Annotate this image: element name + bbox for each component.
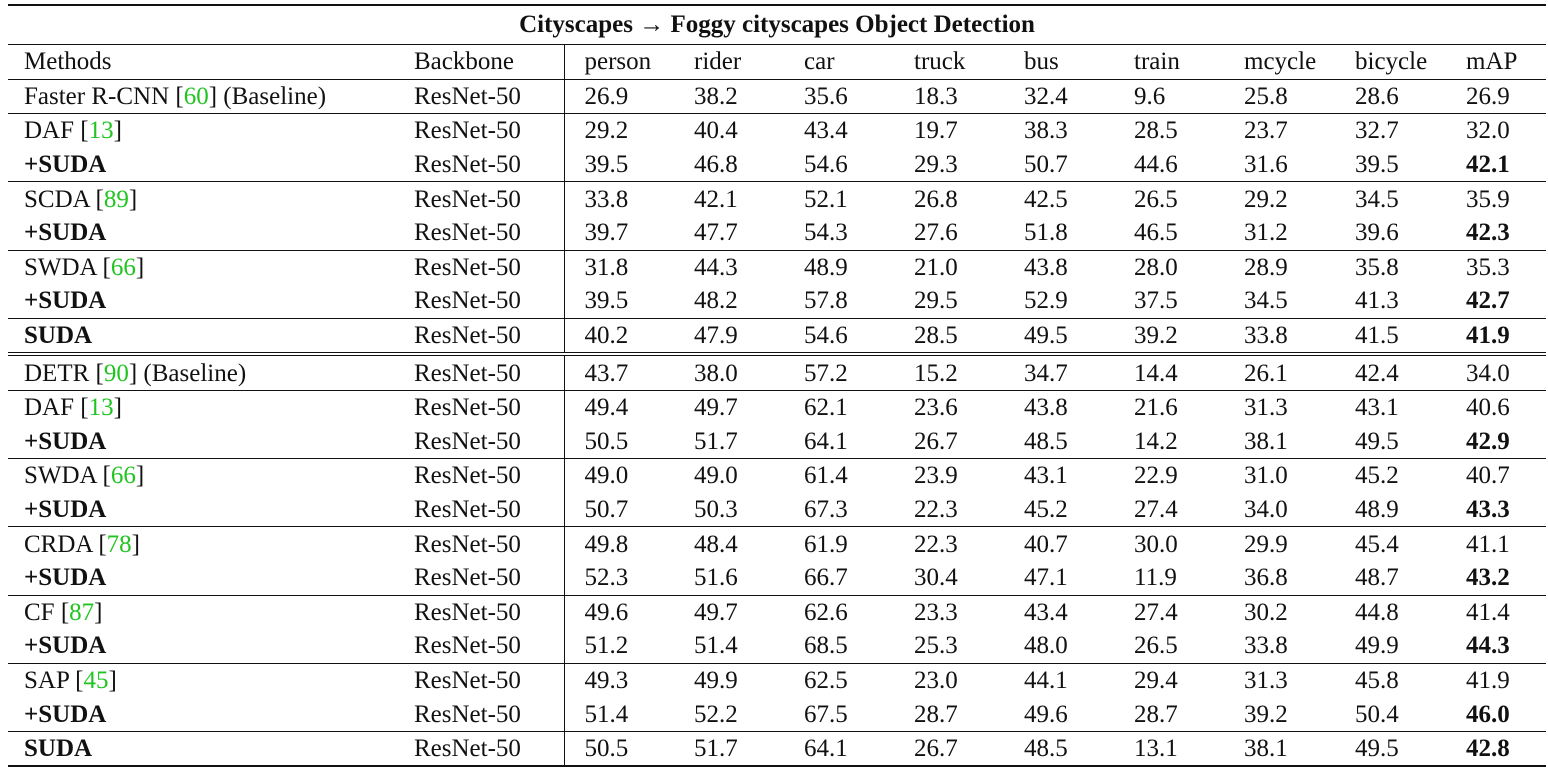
car-value: 62.1: [784, 390, 894, 424]
bus-value: 43.8: [1004, 250, 1114, 284]
map-value: 46.0: [1466, 700, 1510, 728]
header-truck: truck: [894, 45, 1004, 80]
backbone-cell: ResNet-50: [396, 354, 564, 390]
person-value: 49.4: [564, 390, 674, 424]
person-value: 49.0: [564, 459, 674, 493]
car-value: 64.1: [784, 731, 894, 766]
method-name: SWDA [: [24, 462, 111, 490]
mcycle-value: 34.5: [1244, 287, 1288, 315]
map-value: 42.8: [1446, 731, 1546, 766]
person-value: 39.7: [584, 219, 629, 247]
results-table-container: [8, 4, 1546, 767]
method-cell: [8, 148, 396, 182]
car-value: 64.1: [804, 427, 848, 455]
bicycle-value: 41.3: [1355, 287, 1399, 315]
mcycle-value: 30.2: [1224, 595, 1335, 629]
backbone-cell: ResNet-50: [396, 182, 564, 216]
rider-value: 51.4: [694, 632, 738, 660]
bicycle-value: 43.1: [1335, 390, 1446, 424]
truck-value: 30.4: [914, 564, 958, 592]
truck-value: 28.7: [914, 700, 958, 728]
train-value: 14.4: [1114, 354, 1224, 390]
bicycle-value: 41.5: [1335, 318, 1446, 354]
person-value: 29.2: [564, 114, 674, 148]
map-value: 35.9: [1446, 182, 1546, 216]
mcycle-value: 38.1: [1224, 731, 1335, 766]
method-suffix: ]: [135, 462, 145, 490]
car-value: 67.3: [804, 496, 848, 524]
mcycle-value: 34.0: [1244, 496, 1288, 524]
car-value: 54.6: [804, 151, 848, 179]
bicycle-value: 44.8: [1335, 595, 1446, 629]
method-cell: [8, 731, 396, 766]
truck-value: 28.5: [894, 318, 1004, 354]
table-row: [8, 79, 1546, 114]
bicycle-value: 50.4: [1355, 700, 1399, 728]
train-value: 28.5: [1114, 114, 1224, 148]
map-value: 42.9: [1466, 427, 1510, 455]
mcycle-value: 29.9: [1224, 527, 1335, 561]
truck-value: 21.0: [894, 250, 1004, 284]
backbone-cell: ResNet-50: [396, 216, 564, 250]
citation-link[interactable]: 90: [103, 359, 129, 387]
method-suffix: ]: [135, 253, 145, 281]
method-name: DETR [: [24, 359, 104, 387]
map-value: 41.9: [1446, 663, 1546, 697]
bus-value: 49.5: [1004, 318, 1114, 354]
bus-value: 40.7: [1004, 527, 1114, 561]
table-row: [8, 629, 1546, 663]
person-value: 26.9: [584, 82, 629, 110]
bicycle-value: 45.2: [1335, 459, 1446, 493]
bicycle-value: 45.8: [1335, 663, 1446, 697]
truck-value: 15.2: [894, 354, 1004, 390]
train-value: 27.4: [1114, 595, 1224, 629]
method-cell: [8, 459, 396, 493]
truck-value: 27.6: [914, 219, 958, 247]
method-cell: [8, 561, 396, 595]
method-cell: [8, 629, 396, 663]
rider-value: 47.7: [694, 219, 738, 247]
person-value: 49.8: [564, 527, 674, 561]
table-row: [8, 318, 1546, 354]
backbone-cell: ResNet-50: [396, 629, 564, 663]
person-value: 50.5: [564, 731, 674, 766]
map-value: 41.4: [1446, 595, 1546, 629]
backbone-cell: ResNet-50: [396, 114, 564, 148]
person-value: 51.2: [584, 632, 629, 660]
person-value: 40.2: [564, 318, 674, 354]
method-cell: [8, 114, 396, 148]
table-row: [8, 390, 1546, 424]
mcycle-value: 33.8: [1224, 318, 1335, 354]
method-cell: [8, 354, 396, 390]
car-value: 54.6: [784, 318, 894, 354]
person-value: 33.8: [564, 182, 674, 216]
method-suffix: ] (Baseline): [128, 359, 247, 387]
table-row: [8, 182, 1546, 216]
method-name: DAF [: [24, 394, 89, 422]
bicycle-value: 48.7: [1355, 564, 1399, 592]
rider-value: 48.4: [674, 527, 784, 561]
car-value: 52.1: [784, 182, 894, 216]
table-row: [8, 595, 1546, 629]
train-value: 28.0: [1114, 250, 1224, 284]
method-cell: [8, 663, 396, 697]
train-value: 29.4: [1114, 663, 1224, 697]
header-bicycle: bicycle: [1335, 45, 1446, 80]
table-row: [8, 731, 1546, 766]
train-value: 26.5: [1134, 632, 1178, 660]
citation-link[interactable]: 89: [103, 185, 129, 213]
train-value: 14.2: [1134, 427, 1178, 455]
person-value: 31.8: [564, 250, 674, 284]
method-name: +SUDA: [24, 151, 107, 179]
method-cell: [8, 216, 396, 250]
rider-value: 49.7: [674, 595, 784, 629]
method-cell: [8, 595, 396, 629]
method-cell: [8, 250, 396, 284]
backbone-cell: ResNet-50: [396, 527, 564, 561]
truck-value: 26.8: [894, 182, 1004, 216]
bus-value: 49.6: [1024, 700, 1068, 728]
map-value: 40.6: [1446, 390, 1546, 424]
method-cell: [8, 284, 396, 318]
method-cell: [8, 425, 396, 459]
table-row: [8, 216, 1546, 250]
method-name: Faster R-CNN [: [24, 82, 184, 110]
rider-value: 49.7: [674, 390, 784, 424]
mcycle-value: 31.3: [1224, 663, 1335, 697]
mcycle-value: 25.8: [1244, 82, 1288, 110]
method-name: SWDA [: [24, 253, 111, 281]
citation-link[interactable]: 87: [69, 598, 95, 626]
header-mcycle: mcycle: [1224, 45, 1335, 80]
train-value: 46.5: [1134, 219, 1178, 247]
table-row: [8, 459, 1546, 493]
backbone-cell: ResNet-50: [396, 390, 564, 424]
method-name: SAP [: [24, 666, 84, 694]
map-value: 26.9: [1466, 82, 1510, 110]
method-suffix: ]: [131, 530, 140, 558]
mcycle-value: 23.7: [1224, 114, 1335, 148]
method-name: SCDA [: [24, 185, 104, 213]
bus-value: 48.5: [1004, 731, 1114, 766]
mcycle-value: 28.9: [1224, 250, 1335, 284]
rider-value: 51.7: [694, 427, 738, 455]
bicycle-value: 49.5: [1335, 731, 1446, 766]
map-value: 42.1: [1466, 151, 1510, 179]
car-value: 62.6: [784, 595, 894, 629]
truck-value: 26.7: [914, 427, 958, 455]
rider-value: 50.3: [694, 496, 738, 524]
mcycle-value: 31.2: [1244, 219, 1288, 247]
citation-link[interactable]: 66: [110, 253, 136, 281]
truck-value: 29.3: [914, 151, 958, 179]
mcycle-value: 33.8: [1244, 632, 1288, 660]
bicycle-value: 35.8: [1335, 250, 1446, 284]
person-value: 49.6: [564, 595, 674, 629]
backbone-cell: ResNet-50: [396, 663, 564, 697]
truck-value: 23.9: [894, 459, 1004, 493]
truck-value: 23.0: [894, 663, 1004, 697]
rider-value: 38.0: [674, 354, 784, 390]
rider-value: 51.7: [674, 731, 784, 766]
truck-value: 22.3: [894, 527, 1004, 561]
citation-link[interactable]: 78: [106, 530, 132, 558]
method-name: CRDA [: [24, 530, 107, 558]
method-name: +SUDA: [24, 700, 107, 728]
citation-link[interactable]: 45: [83, 666, 109, 694]
map-value: 34.0: [1446, 354, 1546, 390]
bus-value: 38.3: [1004, 114, 1114, 148]
bus-value: 45.2: [1024, 496, 1068, 524]
train-value: 27.4: [1134, 496, 1178, 524]
bus-value: 32.4: [1024, 82, 1068, 110]
truck-value: 29.5: [914, 287, 958, 315]
method-cell: [8, 527, 396, 561]
map-value: 44.3: [1466, 632, 1510, 660]
bus-value: 43.8: [1004, 390, 1114, 424]
table-row: [8, 425, 1546, 459]
method-cell: [8, 182, 396, 216]
bus-value: 42.5: [1004, 182, 1114, 216]
table-row: [8, 250, 1546, 284]
person-value: 43.7: [564, 354, 674, 390]
method-name: SUDA: [24, 322, 93, 350]
train-value: 37.5: [1134, 287, 1178, 315]
bicycle-value: 32.7: [1335, 114, 1446, 148]
bicycle-value: 49.5: [1355, 427, 1399, 455]
car-value: 43.4: [784, 114, 894, 148]
bicycle-value: 39.5: [1355, 151, 1399, 179]
bus-value: 48.0: [1024, 632, 1068, 660]
method-name: SUDA: [24, 735, 93, 763]
rider-value: 52.2: [694, 700, 738, 728]
bus-value: 43.4: [1004, 595, 1114, 629]
table-row: [8, 354, 1546, 390]
backbone-cell: ResNet-50: [396, 148, 564, 182]
rider-value: 44.3: [674, 250, 784, 284]
bus-value: 50.7: [1024, 151, 1068, 179]
map-value: 41.9: [1446, 318, 1546, 354]
rider-value: 40.4: [674, 114, 784, 148]
rider-value: 49.0: [674, 459, 784, 493]
method-name: +SUDA: [24, 632, 107, 660]
car-value: 57.8: [804, 287, 848, 315]
method-cell: [8, 318, 396, 354]
mcycle-value: 26.1: [1224, 354, 1335, 390]
method-suffix: ]: [128, 185, 138, 213]
header-bus: bus: [1004, 45, 1114, 80]
train-value: 30.0: [1114, 527, 1224, 561]
bicycle-value: 42.4: [1335, 354, 1446, 390]
table-row: [8, 527, 1546, 561]
header-person: person: [564, 45, 674, 80]
citation-link[interactable]: 13: [88, 394, 114, 422]
method-name: +SUDA: [24, 496, 107, 524]
train-value: 9.6: [1134, 82, 1166, 110]
backbone-cell: ResNet-50: [396, 459, 564, 493]
bus-value: 44.1: [1004, 663, 1114, 697]
table-row: [8, 697, 1546, 731]
truck-value: 23.6: [894, 390, 1004, 424]
car-value: 67.5: [804, 700, 848, 728]
car-value: 68.5: [804, 632, 848, 660]
backbone-cell: ResNet-50: [396, 250, 564, 284]
method-name: +SUDA: [24, 219, 107, 247]
header-row: [8, 45, 1546, 80]
method-name: +SUDA: [24, 287, 107, 315]
bus-value: 52.9: [1024, 287, 1068, 315]
car-value: 54.3: [804, 219, 848, 247]
backbone-cell: ResNet-50: [396, 493, 564, 527]
bicycle-value: 45.4: [1335, 527, 1446, 561]
truck-value: 23.3: [894, 595, 1004, 629]
bus-value: 48.5: [1024, 427, 1068, 455]
backbone-cell: ResNet-50: [396, 318, 564, 354]
train-value: 26.5: [1114, 182, 1224, 216]
bus-value: 43.1: [1004, 459, 1114, 493]
mcycle-value: 31.6: [1244, 151, 1288, 179]
bus-value: 34.7: [1004, 354, 1114, 390]
rider-value: 48.2: [694, 287, 738, 315]
map-value: 43.2: [1466, 564, 1510, 592]
table-body: [8, 79, 1546, 766]
train-value: 11.9: [1134, 564, 1177, 592]
car-value: 35.6: [804, 82, 848, 110]
mcycle-value: 29.2: [1224, 182, 1335, 216]
truck-value: 22.3: [914, 496, 958, 524]
truck-value: 26.7: [894, 731, 1004, 766]
rider-value: 47.9: [674, 318, 784, 354]
mcycle-value: 36.8: [1244, 564, 1288, 592]
bicycle-value: 39.6: [1355, 219, 1399, 247]
map-value: 42.3: [1466, 219, 1510, 247]
header-backbone: Backbone: [396, 45, 564, 80]
map-value: 42.7: [1466, 287, 1510, 315]
method-cell: [8, 390, 396, 424]
rider-value: 49.9: [674, 663, 784, 697]
method-cell: [8, 493, 396, 527]
citation-link[interactable]: 66: [110, 462, 136, 490]
citation-link[interactable]: 60: [183, 82, 209, 110]
car-value: 62.5: [784, 663, 894, 697]
rider-value: 46.8: [694, 151, 738, 179]
person-value: 50.7: [584, 496, 629, 524]
map-value: 41.1: [1446, 527, 1546, 561]
bicycle-value: 49.9: [1355, 632, 1399, 660]
car-value: 61.9: [784, 527, 894, 561]
header-methods: Methods: [8, 45, 396, 80]
map-value: 43.3: [1466, 496, 1510, 524]
train-value: 13.1: [1114, 731, 1224, 766]
mcycle-value: 39.2: [1244, 700, 1288, 728]
bicycle-value: 48.9: [1355, 496, 1399, 524]
train-value: 44.6: [1134, 151, 1178, 179]
truck-value: 19.7: [894, 114, 1004, 148]
method-cell: [8, 697, 396, 731]
map-value: 40.7: [1446, 459, 1546, 493]
train-value: 22.9: [1114, 459, 1224, 493]
train-value: 39.2: [1114, 318, 1224, 354]
backbone-cell: ResNet-50: [396, 425, 564, 459]
car-value: 66.7: [804, 564, 848, 592]
person-value: 52.3: [584, 564, 629, 592]
results-table: [8, 4, 1546, 767]
table-row: [8, 114, 1546, 148]
person-value: 39.5: [584, 287, 629, 315]
table-title: Cityscapes → Foggy cityscapes Object Detection: [8, 5, 1546, 45]
table-row: [8, 148, 1546, 182]
title-row: [8, 5, 1546, 45]
rider-value: 42.1: [674, 182, 784, 216]
car-value: 61.4: [784, 459, 894, 493]
header-rider: rider: [674, 45, 784, 80]
bicycle-value: 34.5: [1335, 182, 1446, 216]
person-value: 51.4: [584, 700, 629, 728]
table-row: [8, 561, 1546, 595]
method-name: +SUDA: [24, 564, 107, 592]
method-suffix: ]: [108, 666, 117, 694]
train-value: 21.6: [1114, 390, 1224, 424]
mcycle-value: 31.0: [1224, 459, 1335, 493]
train-value: 28.7: [1134, 700, 1178, 728]
method-suffix: ] (Baseline): [208, 82, 327, 110]
method-name: +SUDA: [24, 427, 107, 455]
person-value: 49.3: [564, 663, 674, 697]
bicycle-value: 28.6: [1355, 82, 1399, 110]
table-row: [8, 493, 1546, 527]
header-map: mAP: [1446, 45, 1546, 80]
backbone-cell: ResNet-50: [396, 731, 564, 766]
map-value: 32.0: [1446, 114, 1546, 148]
truck-value: 25.3: [914, 632, 958, 660]
citation-link[interactable]: 13: [88, 117, 114, 145]
backbone-cell: ResNet-50: [396, 697, 564, 731]
backbone-cell: ResNet-50: [396, 79, 564, 114]
method-suffix: ]: [113, 394, 122, 422]
bus-value: 47.1: [1024, 564, 1068, 592]
backbone-cell: ResNet-50: [396, 595, 564, 629]
truck-value: 18.3: [914, 82, 958, 110]
table-row: [8, 663, 1546, 697]
car-value: 48.9: [784, 250, 894, 284]
bus-value: 51.8: [1024, 219, 1068, 247]
mcycle-value: 38.1: [1244, 427, 1288, 455]
backbone-cell: ResNet-50: [396, 561, 564, 595]
backbone-cell: ResNet-50: [396, 284, 564, 318]
header-car: car: [784, 45, 894, 80]
person-value: 39.5: [584, 151, 629, 179]
mcycle-value: 31.3: [1224, 390, 1335, 424]
map-value: 35.3: [1446, 250, 1546, 284]
method-cell: [8, 79, 396, 114]
method-name: CF [: [24, 598, 70, 626]
rider-value: 38.2: [694, 82, 738, 110]
method-suffix: ]: [94, 598, 103, 626]
table-row: [8, 284, 1546, 318]
car-value: 57.2: [784, 354, 894, 390]
method-name: DAF [: [24, 117, 89, 145]
header-train: train: [1114, 45, 1224, 80]
rider-value: 51.6: [694, 564, 738, 592]
method-suffix: ]: [113, 117, 122, 145]
person-value: 50.5: [584, 427, 629, 455]
